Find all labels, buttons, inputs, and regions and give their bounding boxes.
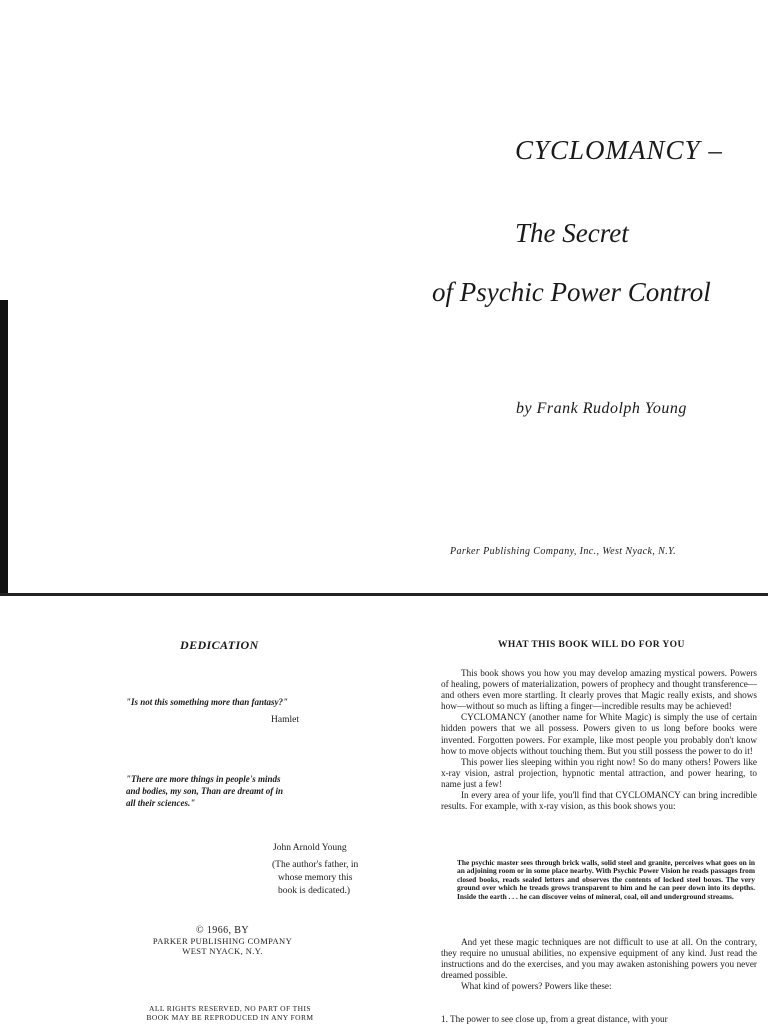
memory-line-3: book is dedicated.) [278, 886, 351, 896]
memory-note [272, 859, 402, 898]
title-line-2: The Secret [515, 218, 629, 248]
what-book-heading: WHAT THIS BOOK WILL DO FOR YOU [498, 640, 685, 650]
paragraph-4: In every area of your life, you'll find that CYCLOMANCY can bring incredible results. For example, with x-ray vision, as this book shows you: [441, 790, 757, 812]
rights-line-2: BOOK MAY BE REPRODUCED IN ANY FORM [146, 1013, 314, 1022]
paragraph-1: This book shows you how you may develop amazing mystical powers. Powers of healing, powers of materialization, powers of prophecy and thought transference—and others even more startling. It clearly proves that Magic really exists, and shows how—without so much as lifting a finger—incredible results may be achieved! [441, 668, 757, 712]
title-line-3: of Psychic Power Control [432, 277, 711, 307]
quote2-line-1: "There are more things in people's minds [126, 774, 281, 784]
copyright-year: © 1966, BY [196, 925, 249, 936]
continued-text [441, 937, 757, 992]
hamlet-attribution: Hamlet [271, 715, 299, 725]
hamlet-quote: "Is not this something more than fantasy?" [126, 697, 289, 707]
quote2-line-3: all their sciences." [126, 798, 196, 808]
copyright-company: PARKER PUBLISHING COMPANY [152, 936, 293, 946]
dedicatee-name: John Arnold Young [273, 843, 347, 853]
paragraph-6: What kind of powers? Powers like these: [461, 981, 612, 992]
xray-vision-block: The psychic master sees through brick walls, solid steel and granite, perceives what goes on in an adjoining room or in some place nearby. With Psychic Power Vision he reads passages from closed books, reads sealed letters and observes the contents of locked steel boxes. The very ground over which he treads grows transparent to him and he can peer down into its depths. Inside the earth . . . he can discover veins of mineral, coal, oil and underground streams. [457, 858, 755, 901]
spread-page [0, 596, 768, 1024]
publisher-line: Parker Publishing Company, Inc., West Nyack, N.Y. [450, 546, 677, 557]
powers-list-item-1: 1. The power to see close up, from a great distance, with your [441, 1014, 668, 1024]
title-line-1: CYCLOMANCY – [515, 135, 723, 165]
paragraph-5: And yet these magic techniques are not difficult to use at all. On the contrary, they require no unusual abilities, no expensive equipment of any kind. Just read the instructions and do the exercises, and you may awaken astonishing powers you never dreamed possible. [441, 937, 757, 981]
rights-notice [130, 1004, 330, 1022]
dedication-heading: DEDICATION [180, 638, 259, 652]
sciences-quote [126, 773, 336, 809]
paragraph-2: CYCLOMANCY (another name for White Magic) is simply the use of certain hidden powers that we all possess. Powers given to us long before books were invented. Forgotten powers. For example, like most people you probably don't know how to move objects without touching them. But you still possess the power to do it! [441, 712, 757, 756]
copyright-block [110, 926, 335, 956]
quote2-line-2: and bodies, my son, Than are dreamt of in [126, 786, 284, 796]
scan-edge-shadow [0, 300, 8, 594]
rights-line-1: ALL RIGHTS RESERVED, NO PART OF THIS [149, 1004, 311, 1013]
memory-line-2: whose memory this [278, 873, 353, 883]
intro-text [441, 668, 757, 812]
author-name: by Frank Rudolph Young [516, 400, 687, 417]
memory-line-1: (The author's father, in [272, 860, 359, 870]
paragraph-3: This power lies sleeping within you right now! So do many others! Powers like x-ray vision, astral projection, hypnotic mental attraction, and power hearing, to name just a few! [441, 756, 757, 789]
copyright-location: WEST NYACK, N.Y. [182, 946, 263, 956]
